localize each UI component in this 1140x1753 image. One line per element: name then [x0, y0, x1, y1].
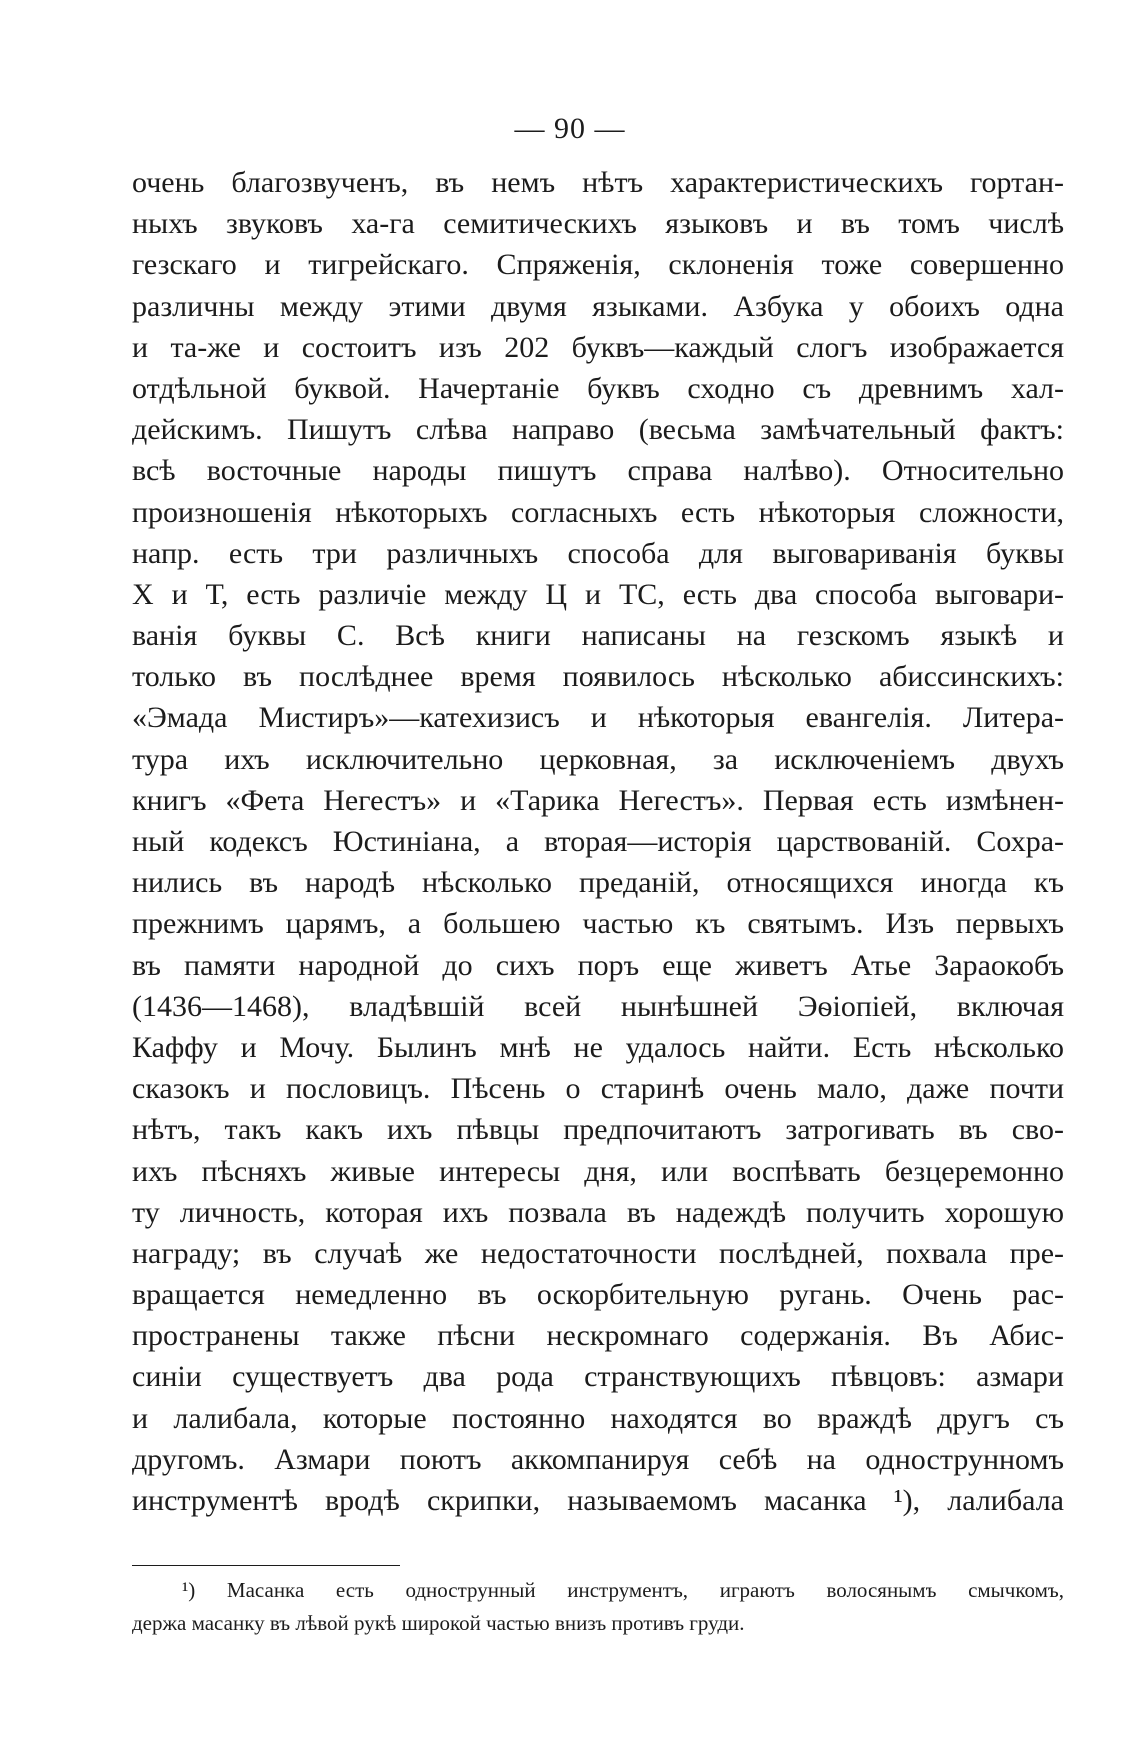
text-line: ихъ пѣсняхъ живые интересы дня, или воспѣвать безцеремонно	[132, 1154, 1064, 1188]
text-line: синіи существуетъ два рода странствующихъ пѣвцовъ: азмари	[132, 1360, 1064, 1394]
text-line: отдѣльной буквой. Начертаніе буквъ сходно съ древнимъ хал-	[132, 371, 1064, 405]
text-line: произношенія нѣкоторыхъ согласныхъ есть нѣкоторыя сложности,	[132, 495, 1064, 529]
text-line: награду; въ случаѣ же недостаточности послѣдней, похвала пре-	[132, 1236, 1064, 1270]
text-line: напр. есть три различныхъ способа для выговариванія буквы	[132, 536, 1064, 570]
text-line: пространены также пѣсни нескромнаго содержанія. Въ Абис-	[132, 1319, 1064, 1353]
text-line: различны между этими двумя языками. Азбука у обоихъ одна	[132, 289, 1064, 323]
text-line: нились въ народѣ нѣсколько преданій, относящихся иногда къ	[132, 866, 1064, 900]
text-line: дейскимъ. Пишутъ слѣва направо (весьма замѣчательный фактъ:	[132, 413, 1064, 447]
text-line: Каффу и Мочу. Былинъ мнѣ не удалось найти. Есть нѣсколько	[132, 1030, 1064, 1064]
text-line: другомъ. Азмари поютъ аккомпанируя себѣ на однострунномъ	[132, 1442, 1064, 1476]
footnote	[132, 1574, 1064, 1640]
text-line: сказокъ и пословицъ. Пѣсень о старинѣ очень мало, даже почти	[132, 1072, 1064, 1106]
text-line: вращается немедленно въ оскорбительную ругань. Очень рас-	[132, 1278, 1064, 1312]
text-line: нѣтъ, такъ какъ ихъ пѣвцы предпочитаютъ затрогивать въ сво-	[132, 1113, 1064, 1147]
text-line: тура ихъ исключительно церковная, за исключеніемъ двухъ	[132, 742, 1064, 776]
text-line: очень благозвученъ, въ немъ нѣтъ характеристическихъ гортан-	[132, 166, 1064, 199]
text-line: ту личность, которая ихъ позвала въ надеждѣ получить хорошую	[132, 1195, 1064, 1229]
text-line: ныхъ звуковъ ха-га семитическихъ языковъ и въ томъ числѣ	[132, 207, 1064, 241]
text-line: прежнимъ царямъ, а большею частью къ святымъ. Изъ первыхъ	[132, 907, 1064, 941]
text-line: ванія буквы С. Всѣ книги написаны на гезскомъ языкѣ и	[132, 619, 1064, 653]
text-line: всѣ восточные народы пишутъ справа налѣво). Относительно	[132, 454, 1064, 488]
text-line: инструментѣ вродѣ скрипки, называемомъ масанка ¹), лалибала	[132, 1484, 1064, 1517]
text-line: «Эмада Мистиръ»—катехизисъ и нѣкоторыя евангелія. Литера-	[132, 701, 1064, 735]
footnote-line: ¹) Масанка есть однострунный инструментъ, играютъ волосянымъ смычкомъ,	[182, 1578, 1064, 1602]
text-line: ный кодексъ Юстиніана, а вторая—исторія царствованій. Сохра-	[132, 825, 1064, 858]
footnote-divider	[132, 1565, 400, 1566]
text-line: (1436—1468), владѣвшій всей нынѣшней Эѳіопіей, включая	[132, 989, 1064, 1023]
main-text	[132, 162, 1064, 1521]
text-line: книгъ «Фета Негестъ» и «Тарика Негестъ». Первая есть измѣнен-	[132, 783, 1064, 817]
text-line: въ памяти народной до сихъ поръ еще живетъ Атье Зараокобъ	[132, 948, 1064, 982]
footnote-line: держа масанку въ лѣвой рукѣ широкой частью внизъ противъ груди.	[132, 1611, 745, 1635]
text-line: только въ послѣднее время появилось нѣсколько абиссинскихъ:	[132, 660, 1064, 694]
text-line: гезскаго и тигрейскаго. Спряженія, склоненія тоже совершенно	[132, 248, 1064, 282]
text-line: Х и Т, есть различіе между Ц и ТС, есть два способа выговари-	[132, 577, 1064, 611]
text-line: и та-же и состоитъ изъ 202 буквъ—каждый слогъ изображается	[132, 330, 1064, 364]
text-line: и лалибала, которые постоянно находятся во враждѣ другъ съ	[132, 1401, 1064, 1435]
page-number: — 90 —	[514, 112, 626, 145]
